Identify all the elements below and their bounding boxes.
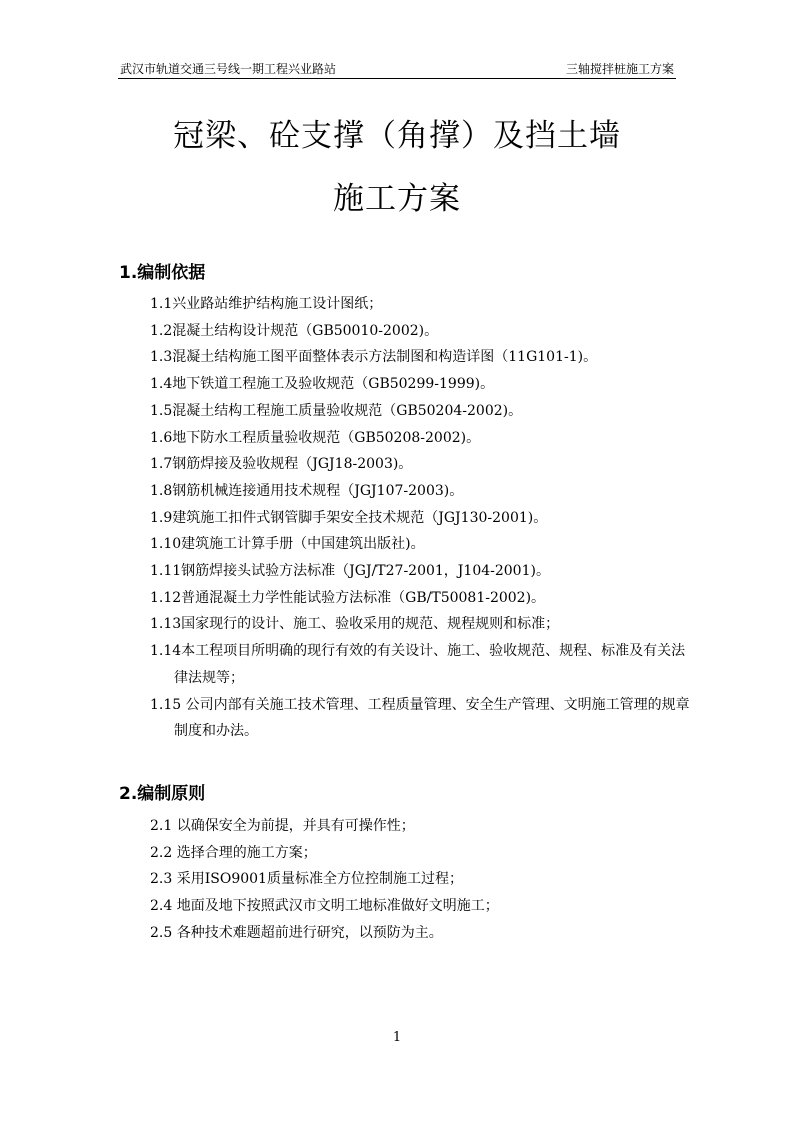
list-item: 2.2 选择合理的施工方案； xyxy=(150,844,317,861)
document-title-line-2: 施工方案 xyxy=(333,181,461,217)
header-project-name: 武汉市轨道交通三号线一期工程兴业路站 xyxy=(120,62,337,76)
list-item: 1.8钢筋机械连接通用技术规程（JGJ107-2003)。 xyxy=(150,482,464,499)
list-item: 1.2混凝土结构设计规范（GB50010-2002)。 xyxy=(150,322,439,339)
page-number: 1 xyxy=(392,1030,402,1045)
list-item: 1.14本工程项目所明确的现行有效的有关设计、施工、验收规范、规程、标准及有关法律法规等； xyxy=(150,643,686,686)
page-header xyxy=(118,56,676,79)
principles-list xyxy=(150,813,690,947)
list-item: 1.11钢筋焊接头试验方法标准（JGJ/T27-2001，J104-2001)。 xyxy=(150,563,550,580)
list-item: 1.6地下防水工程质量验收规范（GB50208-2002)。 xyxy=(150,429,481,446)
list-item: 1.3混凝土结构施工图平面整体表示方法制图和构造详图（11G101-1)。 xyxy=(150,349,598,366)
list-item: 2.5 各种技术难题超前进行研究，以预防为主。 xyxy=(150,924,443,941)
list-item: 1.9建筑施工扣件式钢管脚手架安全技术规范（JGJ130-2001)。 xyxy=(150,509,548,526)
section-heading-principles: 2.编制原则 xyxy=(119,784,206,804)
list-item: 2.4 地面及地下按照武汉市文明工地标准做好文明施工； xyxy=(150,898,499,915)
list-item: 1.4地下铁道工程施工及验收规范（GB50299-1999)。 xyxy=(150,376,495,393)
list-item: 1.7钢筋焊接及验收规程（JGJ18-2003)。 xyxy=(150,456,413,473)
list-item: 1.12普通混凝土力学性能试验方法标准（GB/T50081-2002)。 xyxy=(150,589,546,606)
list-item: 1.13国家现行的设计、施工、验收采用的规范、规程规则和标准； xyxy=(150,616,560,633)
document-title-line-1: 冠梁、砼支撑（角撑）及挡土墙 xyxy=(173,118,621,154)
basis-list xyxy=(150,291,690,745)
list-item: 2.3 采用ISO9001质量标准全方位控制施工过程； xyxy=(150,871,463,888)
list-item: 1.15 公司内部有关施工技术管理、工程质量管理、安全生产管理、文明施工管理的规章制度和办法。 xyxy=(150,696,690,740)
section-heading-basis: 1.编制依据 xyxy=(119,263,206,283)
list-item: 1.5混凝土结构工程施工质量验收规范（GB50204-2002)。 xyxy=(150,402,523,419)
list-item: 2.1 以确保安全为前提，并具有可操作性； xyxy=(150,818,415,834)
list-item: 1.1兴业路站维护结构施工设计图纸； xyxy=(150,296,383,312)
list-item: 1.10建筑施工计算手册（中国建筑出版社)。 xyxy=(150,536,425,553)
header-document-name: 三轴搅拌桩施工方案 xyxy=(565,62,674,76)
